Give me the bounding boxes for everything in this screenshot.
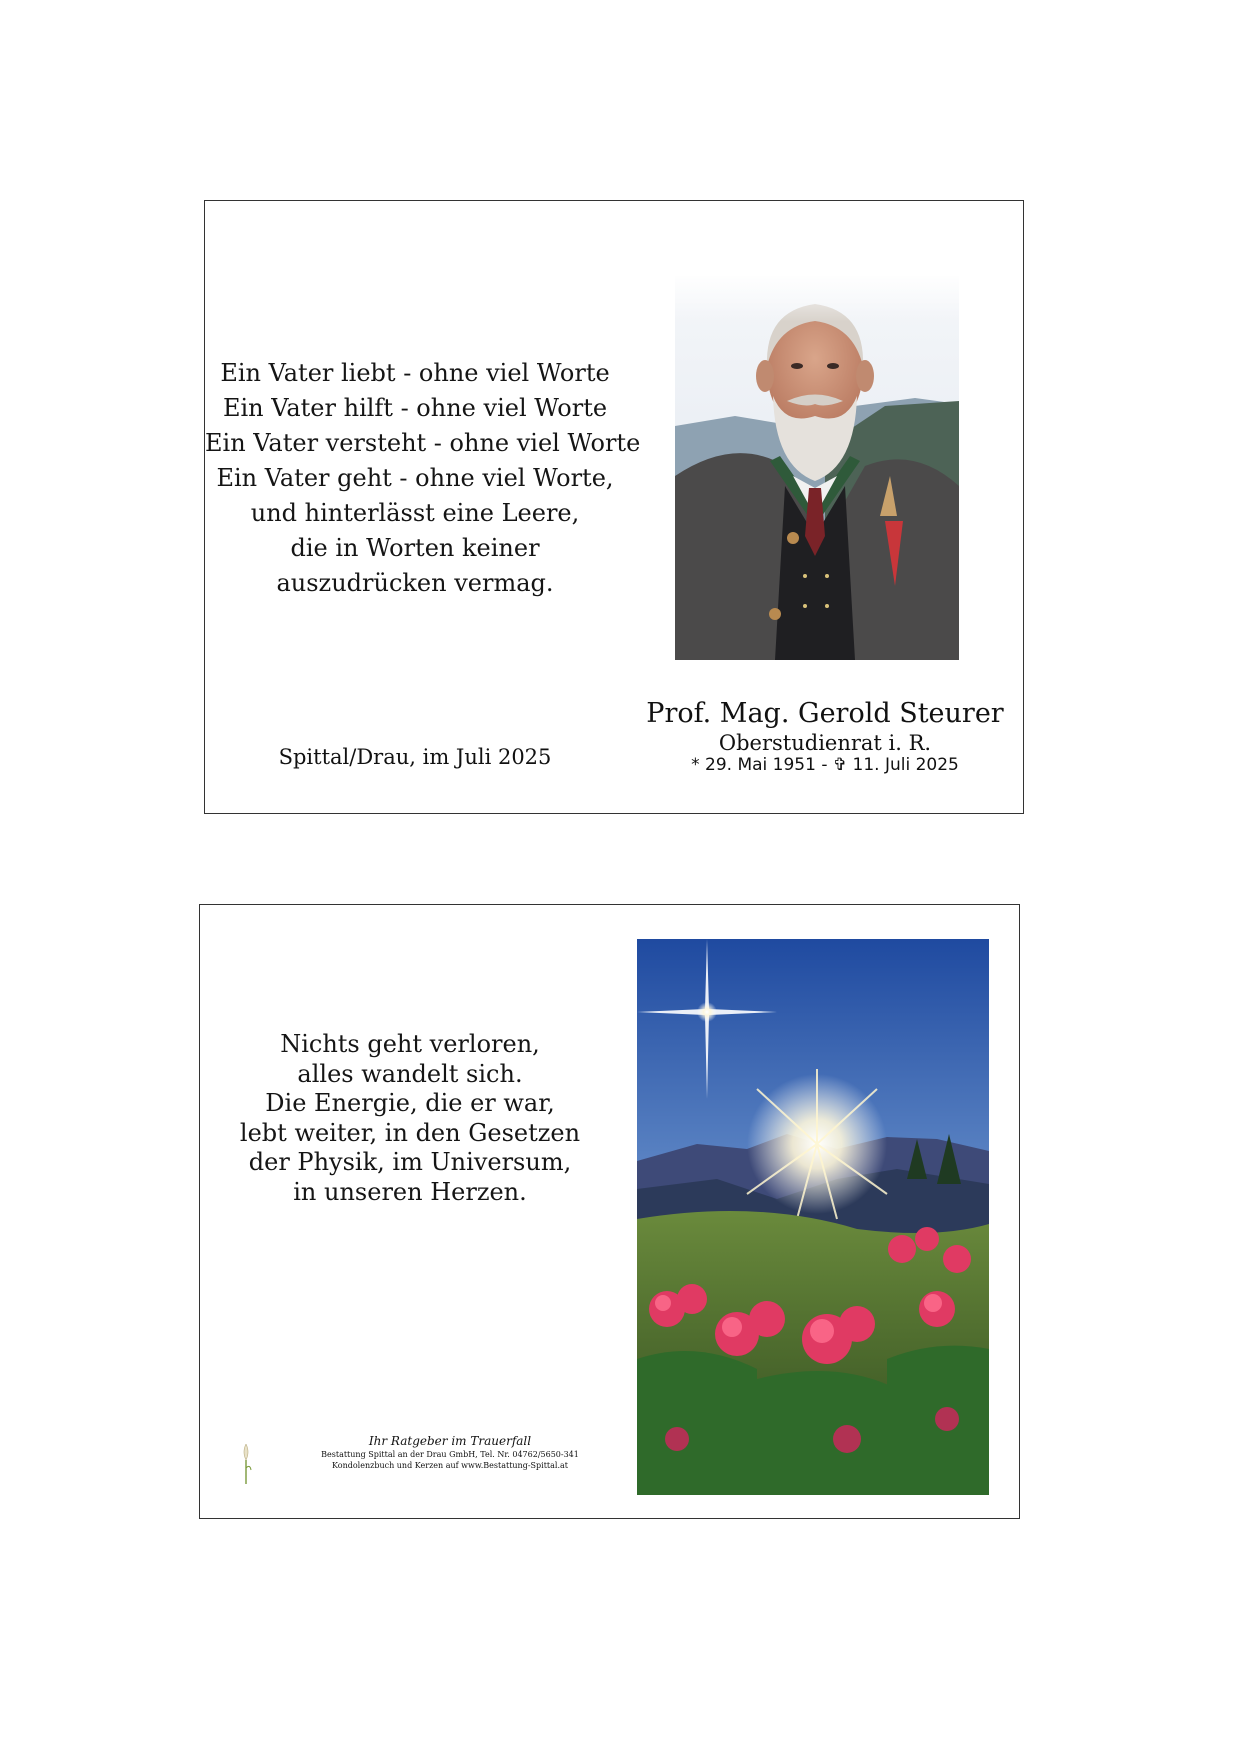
memorial-card-back bbox=[199, 904, 1020, 1519]
memorial-card-front bbox=[204, 200, 1024, 814]
poem-line: die in Worten keiner bbox=[290, 534, 540, 562]
poem-line: der Physik, im Universum, bbox=[248, 1148, 572, 1176]
poem-line: Ein Vater liebt - ohne viel Worte bbox=[220, 359, 610, 387]
undertaker-slogan: Ihr Ratgeber im Trauerfall bbox=[368, 1434, 532, 1448]
deceased-title: Oberstudienrat i. R. bbox=[718, 731, 932, 755]
poem-line: Ein Vater geht - ohne viel Worte, bbox=[216, 464, 614, 492]
poem-line: Ein Vater hilft - ohne viel Worte bbox=[222, 394, 608, 422]
father-poem bbox=[205, 356, 641, 601]
life-dates: * 29. Mai 1951 - ✞ 11. Juli 2025 bbox=[691, 755, 959, 775]
undertaker-website: Kondolenzbuch und Kerzen auf www.Bestattung-Spittal.at bbox=[332, 1461, 568, 1470]
poem-line: auszudrücken vermag. bbox=[276, 569, 554, 597]
poem-line: Die Energie, die er war, bbox=[265, 1089, 555, 1117]
undertaker-info bbox=[240, 1434, 660, 1494]
portrait-photo bbox=[675, 276, 959, 660]
poem-line: alles wandelt sich. bbox=[297, 1059, 523, 1088]
poem-line: und hinterlässt eine Leere, bbox=[250, 499, 580, 527]
deceased-name: Prof. Mag. Gerold Steurer bbox=[646, 698, 1004, 729]
poem-line: Ein Vater versteht - ohne viel Worte bbox=[205, 429, 641, 457]
landscape-photo bbox=[637, 939, 989, 1495]
poem-line: in unseren Herzen. bbox=[293, 1177, 527, 1206]
poem-line: lebt weiter, in den Gesetzen bbox=[239, 1118, 581, 1147]
energy-poem bbox=[200, 1030, 620, 1207]
undertaker-contact: Bestattung Spittal an der Drau GmbH, Tel. Nr. 04762/5650-341 bbox=[321, 1450, 579, 1459]
poem-line: Nichts geht verloren, bbox=[280, 1030, 540, 1058]
place-date: Spittal/Drau, im Juli 2025 bbox=[278, 745, 552, 769]
